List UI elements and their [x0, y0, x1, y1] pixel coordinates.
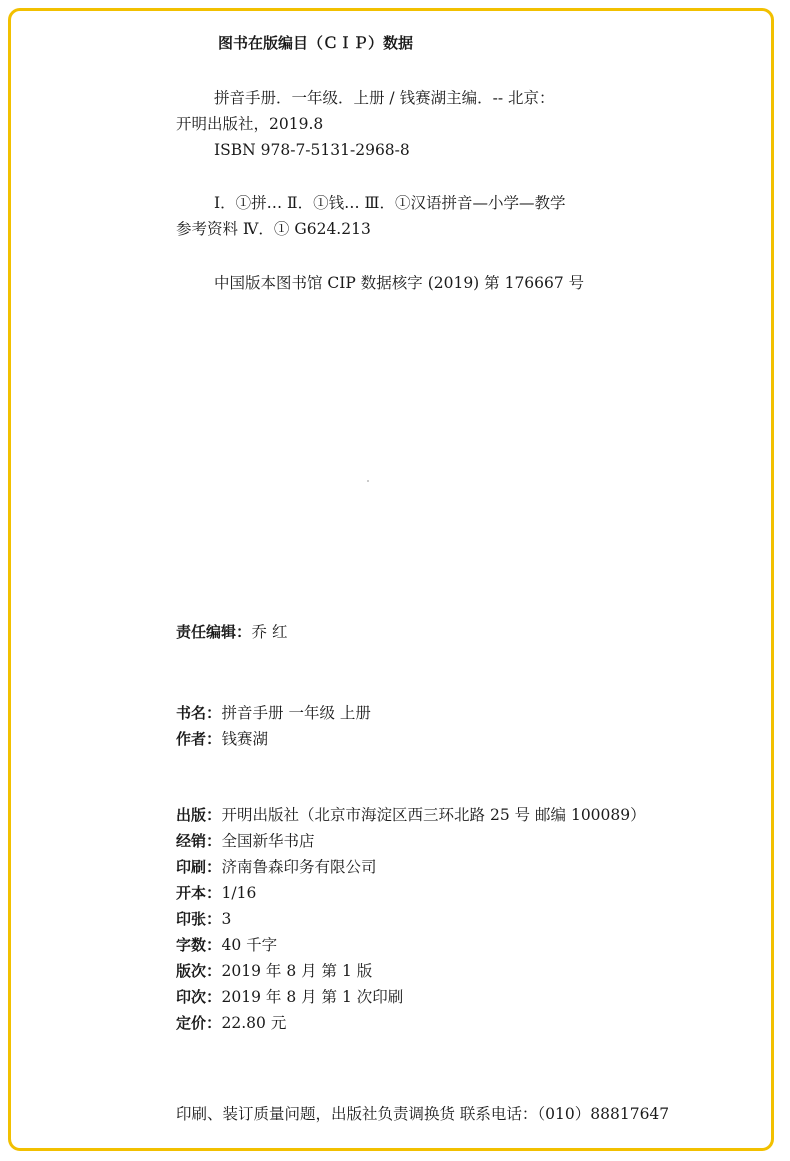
speck	[367, 480, 369, 482]
detail-label: 印张	[176, 910, 207, 928]
book-name-label: 书名	[176, 704, 207, 722]
detail-value: 开明出版社（北京市海淀区西三环北路 25 号 邮编 100089）	[221, 806, 646, 824]
detail-row	[176, 987, 403, 1007]
detail-row	[176, 805, 646, 825]
colon: ：	[206, 962, 222, 980]
cip-classification-1: Ⅰ．①拼… Ⅱ．①钱… Ⅲ．①汉语拼音—小学—教学	[214, 194, 566, 212]
detail-row	[176, 883, 256, 903]
detail-label: 经销	[176, 832, 207, 850]
colon: ：	[206, 704, 222, 722]
colon: ：	[206, 936, 222, 954]
detail-row	[176, 857, 377, 877]
colon: ：	[206, 832, 222, 850]
detail-value: 济南鲁森印务有限公司	[221, 858, 377, 876]
detail-label: 印次	[176, 988, 207, 1006]
detail-value: 2019 年 8 月 第 1 次印刷	[221, 988, 404, 1006]
detail-value: 40 千字	[221, 936, 278, 954]
colon: ：	[206, 1014, 222, 1032]
detail-value: 全国新华书店	[221, 832, 315, 850]
book-author-row	[176, 729, 268, 749]
detail-row	[176, 961, 372, 981]
colon: ：	[206, 730, 222, 748]
editor-value: 乔 红	[251, 623, 288, 641]
editor-label: 责任编辑	[176, 623, 237, 641]
page-frame	[8, 8, 774, 1151]
cip-registry: 中国版本图书馆 CIP 数据核字 (2019) 第 176667 号	[214, 274, 585, 292]
detail-label: 字数	[176, 936, 207, 954]
cip-classification-2: 参考资料 Ⅳ．① G624.213	[176, 220, 371, 238]
detail-row	[176, 935, 277, 955]
detail-row	[176, 1013, 286, 1033]
detail-value: 1/16	[221, 884, 257, 902]
detail-value: 2019 年 8 月 第 1 版	[221, 962, 373, 980]
detail-row	[176, 909, 231, 929]
cip-title: 图书在版编目（ＣＩＰ）数据	[218, 34, 414, 52]
editor-row	[176, 622, 287, 642]
colon: ：	[206, 910, 222, 928]
cip-isbn: ISBN 978-7-5131-2968-8	[214, 141, 410, 159]
book-author-value: 钱赛湖	[221, 730, 269, 748]
colon: ：	[206, 988, 222, 1006]
colon: ：	[206, 858, 222, 876]
detail-label: 出版	[176, 806, 207, 824]
detail-label: 开本	[176, 884, 207, 902]
detail-label: 印刷	[176, 858, 207, 876]
cip-line-1: 拼音手册．一年级．上册 / 钱赛湖主编．-- 北京：	[214, 89, 555, 107]
detail-row	[176, 831, 315, 851]
footer-notice: 印刷、装订质量问题，出版社负责调换货 联系电话：（010）88817647	[176, 1105, 670, 1123]
book-name-row	[176, 703, 371, 723]
colon: ：	[206, 884, 222, 902]
colon: ：	[236, 623, 252, 641]
book-name-value: 拼音手册 一年级 上册	[221, 704, 371, 722]
colon: ：	[206, 806, 222, 824]
detail-label: 版次	[176, 962, 207, 980]
detail-label: 定价	[176, 1014, 207, 1032]
cip-line-2: 开明出版社，2019.8	[176, 115, 324, 133]
detail-value: 3	[221, 910, 232, 928]
book-author-label: 作者	[176, 730, 207, 748]
detail-value: 22.80 元	[221, 1014, 287, 1032]
